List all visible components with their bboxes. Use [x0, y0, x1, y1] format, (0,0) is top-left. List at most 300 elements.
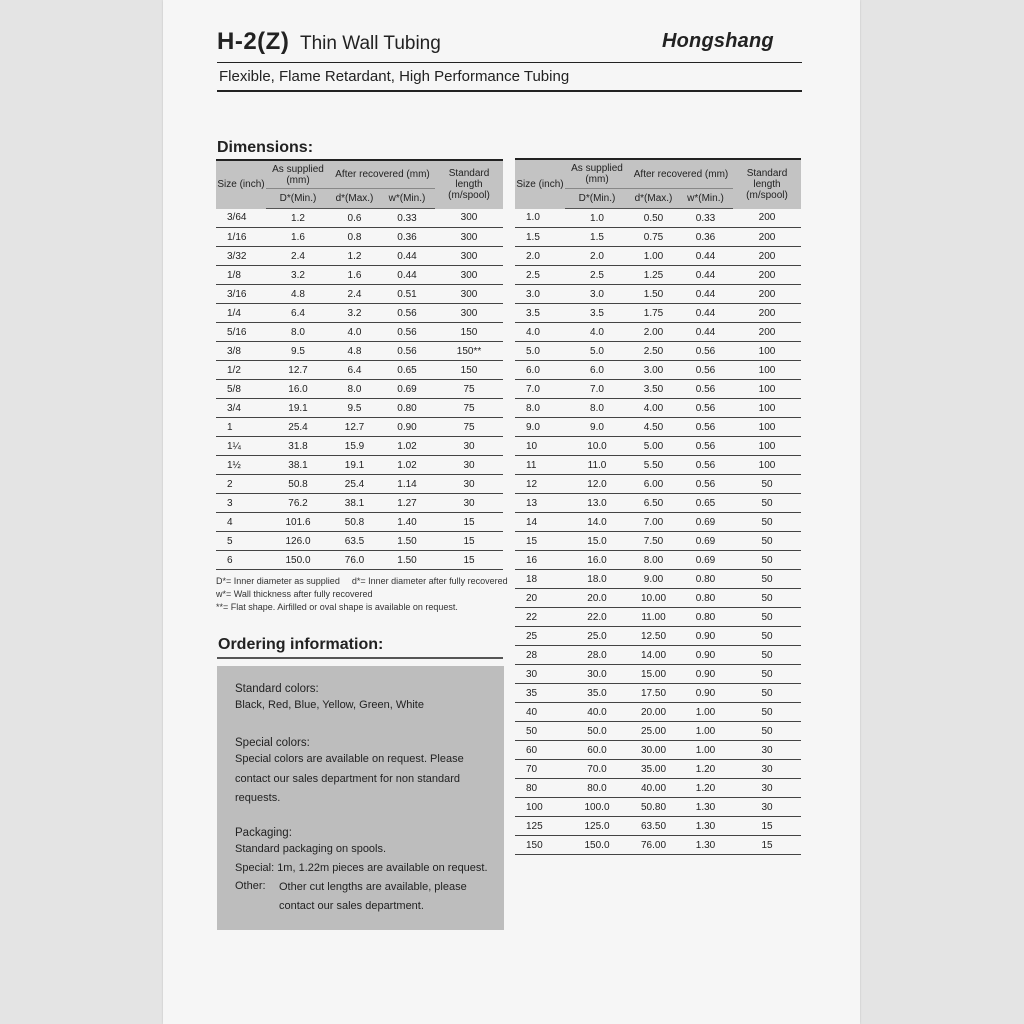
table-row: [216, 437, 503, 456]
size-cell: 2: [216, 475, 266, 494]
wall-cell: 1.02: [379, 437, 435, 456]
recovered-d-cell: 0.6: [330, 209, 379, 228]
wall-cell: 0.90: [379, 418, 435, 437]
wall-cell: 0.36: [678, 228, 733, 247]
table-row: [515, 247, 801, 266]
table-row: [515, 209, 801, 228]
table-row: [515, 380, 801, 399]
wall-cell: 1.20: [678, 760, 733, 779]
table-row: [515, 817, 801, 836]
size-cell: 1: [216, 418, 266, 437]
recovered-d-cell: 9.5: [330, 399, 379, 418]
wall-cell: 1.20: [678, 779, 733, 798]
table-row: [515, 627, 801, 646]
subtitle-rule: [217, 90, 802, 92]
table-row: [216, 456, 503, 475]
table-row: [515, 570, 801, 589]
length-cell: 30: [435, 494, 503, 513]
size-cell: 13: [515, 494, 565, 513]
col-header-size: Size (inch): [515, 159, 565, 209]
size-cell: 3/32: [216, 247, 266, 266]
as-supplied-d-cell: 5.0: [565, 342, 629, 361]
recovered-d-cell: 19.1: [330, 456, 379, 475]
wall-cell: 0.44: [379, 266, 435, 285]
as-supplied-d-cell: 3.0: [565, 285, 629, 304]
length-cell: 50: [733, 703, 801, 722]
length-cell: 200: [733, 228, 801, 247]
recovered-d-cell: 50.80: [629, 798, 678, 817]
as-supplied-d-cell: 6.0: [565, 361, 629, 380]
wall-cell: 0.90: [678, 684, 733, 703]
wall-cell: 0.69: [678, 532, 733, 551]
size-cell: 2.0: [515, 247, 565, 266]
size-cell: 60: [515, 741, 565, 760]
wall-cell: 0.56: [678, 399, 733, 418]
as-supplied-d-cell: 31.8: [266, 437, 330, 456]
wall-cell: 0.80: [678, 570, 733, 589]
ordering-heading: Ordering information:: [218, 636, 384, 653]
recovered-d-cell: 6.4: [330, 361, 379, 380]
length-cell: 15: [435, 513, 503, 532]
length-cell: 100: [733, 342, 801, 361]
wall-cell: 1.14: [379, 475, 435, 494]
size-cell: 20: [515, 589, 565, 608]
col-header-d-max: d*(Max.): [330, 189, 379, 209]
recovered-d-cell: 38.1: [330, 494, 379, 513]
size-cell: 1/2: [216, 361, 266, 380]
size-cell: 40: [515, 703, 565, 722]
table-row: [515, 456, 801, 475]
size-cell: 8.0: [515, 399, 565, 418]
as-supplied-d-cell: 12.7: [266, 361, 330, 380]
length-cell: 50: [733, 570, 801, 589]
length-cell: 30: [435, 437, 503, 456]
as-supplied-d-cell: 80.0: [565, 779, 629, 798]
wall-cell: 0.44: [678, 323, 733, 342]
recovered-d-cell: 0.75: [629, 228, 678, 247]
as-supplied-d-cell: 126.0: [266, 532, 330, 551]
as-supplied-d-cell: 16.0: [266, 380, 330, 399]
ordering-info-box: [217, 666, 504, 930]
table-row: [515, 665, 801, 684]
length-cell: 15: [733, 836, 801, 855]
recovered-d-cell: 14.00: [629, 646, 678, 665]
recovered-d-cell: 1.75: [629, 304, 678, 323]
recovered-d-cell: 50.8: [330, 513, 379, 532]
product-subtitle: Flexible, Flame Retardant, High Performance Tubing: [219, 68, 570, 85]
as-supplied-d-cell: 14.0: [565, 513, 629, 532]
length-cell: 200: [733, 285, 801, 304]
recovered-d-cell: 1.00: [629, 247, 678, 266]
wall-cell: 0.65: [379, 361, 435, 380]
as-supplied-d-cell: 40.0: [565, 703, 629, 722]
recovered-d-cell: 6.50: [629, 494, 678, 513]
size-cell: 11: [515, 456, 565, 475]
length-cell: 75: [435, 380, 503, 399]
size-cell: 10: [515, 437, 565, 456]
as-supplied-d-cell: 1.5: [565, 228, 629, 247]
size-cell: 28: [515, 646, 565, 665]
table-row: [216, 475, 503, 494]
as-supplied-d-cell: 2.4: [266, 247, 330, 266]
recovered-d-cell: 3.00: [629, 361, 678, 380]
size-cell: 16: [515, 551, 565, 570]
as-supplied-d-cell: 38.1: [266, 456, 330, 475]
length-cell: 50: [733, 608, 801, 627]
col-header-d-min: D*(Min.): [565, 189, 629, 209]
recovered-d-cell: 7.00: [629, 513, 678, 532]
recovered-d-cell: 3.50: [629, 380, 678, 399]
recovered-d-cell: 25.00: [629, 722, 678, 741]
as-supplied-d-cell: 2.5: [565, 266, 629, 285]
recovered-d-cell: 35.00: [629, 760, 678, 779]
as-supplied-d-cell: 1.2: [266, 209, 330, 228]
recovered-d-cell: 30.00: [629, 741, 678, 760]
length-cell: 50: [733, 646, 801, 665]
as-supplied-d-cell: 7.0: [565, 380, 629, 399]
col-header-w-min: w*(Min.): [379, 189, 435, 209]
wall-cell: 0.90: [678, 627, 733, 646]
size-cell: 15: [515, 532, 565, 551]
wall-cell: 0.80: [379, 399, 435, 418]
wall-cell: 0.56: [678, 342, 733, 361]
wall-cell: 0.80: [678, 589, 733, 608]
wall-cell: 0.33: [379, 209, 435, 228]
recovered-d-cell: 15.9: [330, 437, 379, 456]
recovered-d-cell: 5.00: [629, 437, 678, 456]
dimensions-table-mm: [515, 158, 801, 855]
recovered-d-cell: 20.00: [629, 703, 678, 722]
recovered-d-cell: 2.50: [629, 342, 678, 361]
length-cell: 30: [435, 475, 503, 494]
table-row: [515, 779, 801, 798]
as-supplied-d-cell: 9.5: [266, 342, 330, 361]
recovered-d-cell: 76.0: [330, 551, 379, 570]
table-row: [515, 228, 801, 247]
length-cell: 300: [435, 285, 503, 304]
length-cell: 300: [435, 266, 503, 285]
length-cell: 30: [733, 779, 801, 798]
as-supplied-d-cell: 3.2: [266, 266, 330, 285]
length-cell: 50: [733, 665, 801, 684]
table-row: [515, 266, 801, 285]
size-cell: 1¼: [216, 437, 266, 456]
recovered-d-cell: 2.00: [629, 323, 678, 342]
wall-cell: 0.56: [379, 342, 435, 361]
length-cell: 200: [733, 266, 801, 285]
length-cell: 50: [733, 684, 801, 703]
table-row: [216, 532, 503, 551]
size-cell: 18: [515, 570, 565, 589]
length-cell: 30: [733, 741, 801, 760]
recovered-d-cell: 3.2: [330, 304, 379, 323]
table-row: [216, 361, 503, 380]
wall-cell: 0.36: [379, 228, 435, 247]
length-cell: 150: [435, 323, 503, 342]
as-supplied-d-cell: 13.0: [565, 494, 629, 513]
recovered-d-cell: 63.5: [330, 532, 379, 551]
wall-cell: 1.02: [379, 456, 435, 475]
recovered-d-cell: 1.50: [629, 285, 678, 304]
table-row: [216, 399, 503, 418]
product-name: Thin Wall Tubing: [300, 33, 441, 54]
as-supplied-d-cell: 18.0: [565, 570, 629, 589]
size-cell: 3: [216, 494, 266, 513]
length-cell: 150**: [435, 342, 503, 361]
recovered-d-cell: 8.0: [330, 380, 379, 399]
length-cell: 100: [733, 380, 801, 399]
table-row: [515, 323, 801, 342]
size-cell: 1.0: [515, 209, 565, 228]
recovered-d-cell: 17.50: [629, 684, 678, 703]
length-cell: 100: [733, 437, 801, 456]
recovered-d-cell: 25.4: [330, 475, 379, 494]
table-row: [515, 608, 801, 627]
wall-cell: 1.30: [678, 817, 733, 836]
col-header-as-supplied: As supplied (mm): [565, 159, 629, 189]
as-supplied-d-cell: 50.8: [266, 475, 330, 494]
size-cell: 3.0: [515, 285, 565, 304]
wall-cell: 0.44: [678, 304, 733, 323]
length-cell: 30: [733, 760, 801, 779]
col-header-after-recovered: After recovered (mm): [330, 160, 435, 189]
table-row: [515, 285, 801, 304]
wall-cell: 1.27: [379, 494, 435, 513]
size-cell: 80: [515, 779, 565, 798]
table-row: [216, 342, 503, 361]
note-w: w*= Wall thickness after fully recovered: [216, 589, 373, 599]
as-supplied-d-cell: 3.5: [565, 304, 629, 323]
recovered-d-cell: 4.50: [629, 418, 678, 437]
table-row: [216, 209, 503, 228]
table-row: [515, 741, 801, 760]
wall-cell: 0.69: [379, 380, 435, 399]
size-cell: 3/16: [216, 285, 266, 304]
as-supplied-d-cell: 11.0: [565, 456, 629, 475]
standard-colors-title: Standard colors:: [235, 683, 319, 695]
table-row: [515, 551, 801, 570]
as-supplied-d-cell: 12.0: [565, 475, 629, 494]
wall-cell: 0.56: [379, 323, 435, 342]
length-cell: 200: [733, 209, 801, 228]
as-supplied-d-cell: 8.0: [565, 399, 629, 418]
length-cell: 100: [733, 361, 801, 380]
table-row: [515, 760, 801, 779]
length-cell: 300: [435, 247, 503, 266]
size-cell: 3/8: [216, 342, 266, 361]
as-supplied-d-cell: 28.0: [565, 646, 629, 665]
table-row: [515, 684, 801, 703]
length-cell: 50: [733, 551, 801, 570]
table-row: [515, 798, 801, 817]
packaging-standard-text: Standard packaging on spools.: [235, 843, 387, 855]
wall-cell: 0.69: [678, 551, 733, 570]
size-cell: 125: [515, 817, 565, 836]
wall-cell: 0.44: [678, 266, 733, 285]
size-cell: 5/8: [216, 380, 266, 399]
table-row: [515, 722, 801, 741]
wall-cell: 0.90: [678, 665, 733, 684]
size-cell: 5.0: [515, 342, 565, 361]
size-cell: 1½: [216, 456, 266, 475]
length-cell: 150: [435, 361, 503, 380]
length-cell: 15: [733, 817, 801, 836]
length-cell: 300: [435, 209, 503, 228]
as-supplied-d-cell: 30.0: [565, 665, 629, 684]
size-cell: 7.0: [515, 380, 565, 399]
size-cell: 9.0: [515, 418, 565, 437]
wall-cell: 0.56: [678, 361, 733, 380]
wall-cell: 0.56: [678, 418, 733, 437]
table-row: [515, 399, 801, 418]
wall-cell: 0.51: [379, 285, 435, 304]
length-cell: 100: [733, 399, 801, 418]
size-cell: 5/16: [216, 323, 266, 342]
size-cell: 3.5: [515, 304, 565, 323]
length-cell: 50: [733, 722, 801, 741]
col-header-after-recovered: After recovered (mm): [629, 159, 733, 189]
table-row: [216, 323, 503, 342]
recovered-d-cell: 12.50: [629, 627, 678, 646]
size-cell: 3/4: [216, 399, 266, 418]
dimension-footnotes: [216, 575, 508, 614]
length-cell: 75: [435, 399, 503, 418]
as-supplied-d-cell: 1.6: [266, 228, 330, 247]
wall-cell: 1.00: [678, 703, 733, 722]
as-supplied-d-cell: 60.0: [565, 741, 629, 760]
packaging-other-text: Other cut lengths are available, please contact our sales department.: [279, 881, 467, 912]
table-row: [216, 418, 503, 437]
table-row: [515, 304, 801, 323]
wall-cell: 0.56: [678, 475, 733, 494]
as-supplied-d-cell: 15.0: [565, 532, 629, 551]
recovered-d-cell: 1.25: [629, 266, 678, 285]
as-supplied-d-cell: 19.1: [266, 399, 330, 418]
wall-cell: 1.00: [678, 722, 733, 741]
as-supplied-d-cell: 150.0: [266, 551, 330, 570]
length-cell: 100: [733, 418, 801, 437]
wall-cell: 0.80: [678, 608, 733, 627]
length-cell: 30: [435, 456, 503, 475]
recovered-d-cell: 1.2: [330, 247, 379, 266]
standard-colors-text: Black, Red, Blue, Yellow, Green, White: [235, 699, 424, 711]
size-cell: 5: [216, 532, 266, 551]
table-row: [216, 247, 503, 266]
recovered-d-cell: 40.00: [629, 779, 678, 798]
as-supplied-d-cell: 16.0: [565, 551, 629, 570]
recovered-d-cell: 7.50: [629, 532, 678, 551]
as-supplied-d-cell: 50.0: [565, 722, 629, 741]
table-row: [515, 703, 801, 722]
size-cell: 1/8: [216, 266, 266, 285]
wall-cell: 1.30: [678, 836, 733, 855]
as-supplied-d-cell: 22.0: [565, 608, 629, 627]
length-cell: 50: [733, 589, 801, 608]
col-header-standard-length: Standard length (m/spool): [733, 159, 801, 209]
table-row: [216, 494, 503, 513]
recovered-d-cell: 15.00: [629, 665, 678, 684]
as-supplied-d-cell: 70.0: [565, 760, 629, 779]
recovered-d-cell: 11.00: [629, 608, 678, 627]
length-cell: 50: [733, 513, 801, 532]
length-cell: 300: [435, 228, 503, 247]
length-cell: 50: [733, 627, 801, 646]
as-supplied-d-cell: 25.4: [266, 418, 330, 437]
size-cell: 6: [216, 551, 266, 570]
table-row: [216, 228, 503, 247]
length-cell: 15: [435, 532, 503, 551]
dimensions-heading: Dimensions:: [217, 139, 314, 156]
as-supplied-d-cell: 2.0: [565, 247, 629, 266]
recovered-d-cell: 2.4: [330, 285, 379, 304]
wall-cell: 1.50: [379, 532, 435, 551]
as-supplied-d-cell: 10.0: [565, 437, 629, 456]
recovered-d-cell: 9.00: [629, 570, 678, 589]
as-supplied-d-cell: 76.2: [266, 494, 330, 513]
as-supplied-d-cell: 4.8: [266, 285, 330, 304]
length-cell: 50: [733, 494, 801, 513]
table-row: [515, 437, 801, 456]
table-row: [216, 266, 503, 285]
recovered-d-cell: 0.8: [330, 228, 379, 247]
col-header-as-supplied: As supplied (mm): [266, 160, 330, 189]
recovered-d-cell: 5.50: [629, 456, 678, 475]
recovered-d-cell: 8.00: [629, 551, 678, 570]
size-cell: 50: [515, 722, 565, 741]
size-cell: 1/4: [216, 304, 266, 323]
as-supplied-d-cell: 8.0: [266, 323, 330, 342]
length-cell: 75: [435, 418, 503, 437]
table-row: [216, 380, 503, 399]
table-row: [216, 513, 503, 532]
col-header-d-min: D*(Min.): [266, 189, 330, 209]
table-row: [515, 342, 801, 361]
packaging-special-text: Special: 1m, 1.22m pieces are available on request.: [235, 862, 488, 874]
as-supplied-d-cell: 101.6: [266, 513, 330, 532]
size-cell: 4: [216, 513, 266, 532]
wall-cell: 1.00: [678, 741, 733, 760]
size-cell: 1.5: [515, 228, 565, 247]
wall-cell: 0.44: [678, 247, 733, 266]
note-d-lower: d*= Inner diameter after fully recovered: [351, 576, 508, 586]
length-cell: 100: [733, 456, 801, 475]
as-supplied-d-cell: 1.0: [565, 209, 629, 228]
size-cell: 12: [515, 475, 565, 494]
packaging-other-label: Other:: [235, 880, 266, 892]
table-row: [515, 475, 801, 494]
size-cell: 100: [515, 798, 565, 817]
table-row: [515, 646, 801, 665]
as-supplied-d-cell: 9.0: [565, 418, 629, 437]
as-supplied-d-cell: 125.0: [565, 817, 629, 836]
length-cell: 50: [733, 475, 801, 494]
length-cell: 15: [435, 551, 503, 570]
product-code: H-2(Z): [217, 28, 290, 55]
special-colors-text: Special colors are available on request. Please contact our sales department for non standard requests.: [235, 753, 464, 804]
special-colors-title: Special colors:: [235, 737, 310, 749]
size-cell: 70: [515, 760, 565, 779]
table-row: [216, 304, 503, 323]
dimensions-table-inch: [216, 159, 503, 570]
recovered-d-cell: 63.50: [629, 817, 678, 836]
as-supplied-d-cell: 20.0: [565, 589, 629, 608]
wall-cell: 0.44: [678, 285, 733, 304]
brand-logo: Hongshang: [662, 30, 774, 52]
size-cell: 150: [515, 836, 565, 855]
ordering-rule: [217, 657, 503, 659]
size-cell: 35: [515, 684, 565, 703]
header-rule: [217, 62, 802, 63]
